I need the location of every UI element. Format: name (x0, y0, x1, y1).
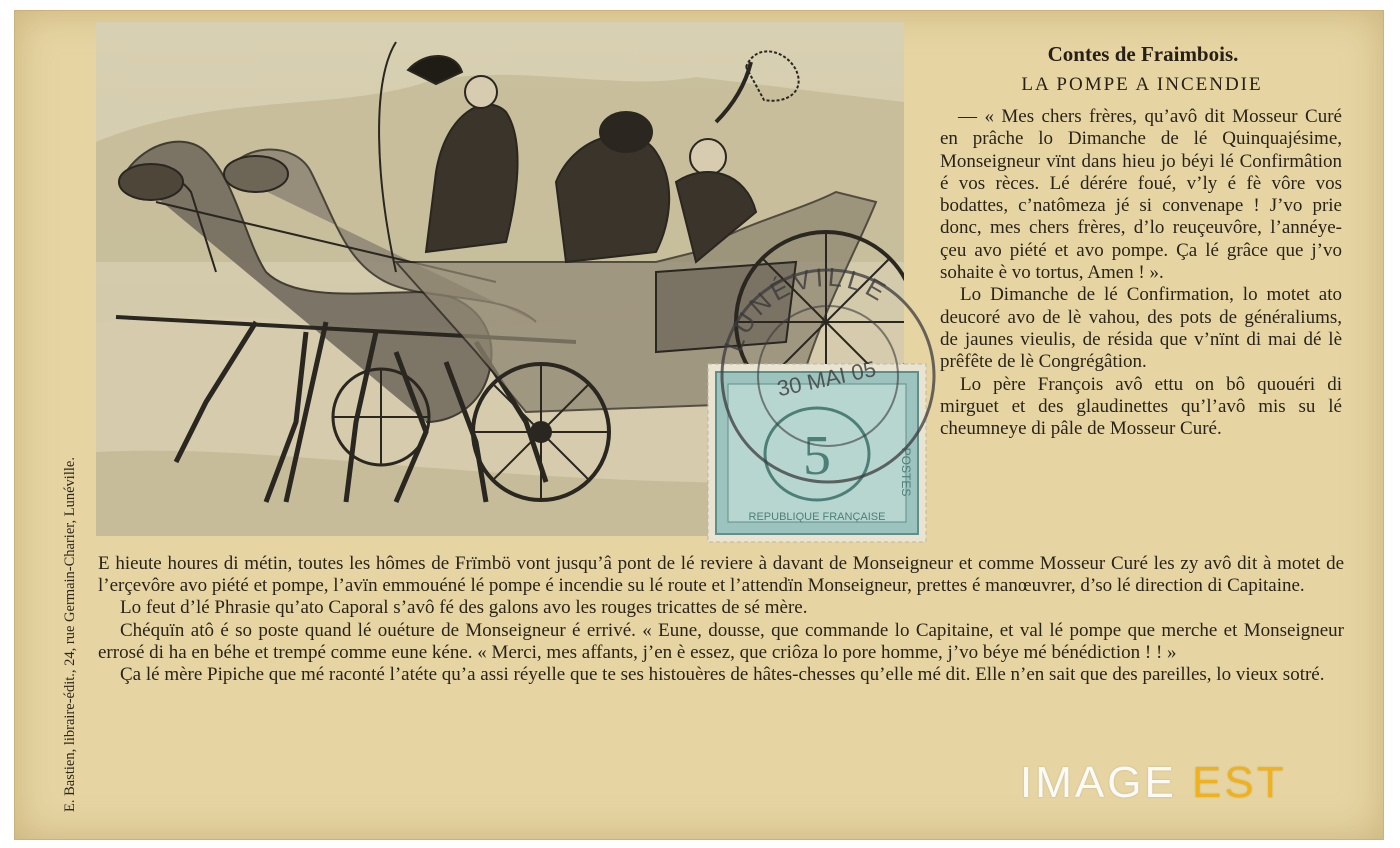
column-paragraph-2: Lo Dimanche de lé Confirmation, lo motet ato deucoré avo de lè vahou, des pots de généraliums, de jaunes vieulis, de résida que v’nïnt di mai dé lè prêfête de lè Congrégâtion. (940, 284, 1342, 373)
column-text (940, 106, 1342, 440)
watermark-word-1: IMAGE (1020, 758, 1177, 807)
column-paragraph-3: Lo père François avô ettu on bô quouéri di mirguet et des glaudinettes qu’l’avô mis su lé cheumneye di pâle de Mosseur Curé. (940, 373, 1342, 440)
publisher-imprint: E. Bastien, libraire-édit., 24, rue Germain-Charier, Lunéville. (62, 457, 78, 812)
postmark-graphic (708, 256, 948, 496)
postmark-town: LUNÉVILLE (717, 261, 895, 356)
image-est-watermark (1020, 758, 1287, 808)
story-subtitle: LA POMPE A INCENDIE (1021, 74, 1263, 95)
wide-paragraph-2: Lo feut d’lé Phrasie qu’ato Caporal s’avô fé des galons avo les rouges tricattes de sé mère. (120, 597, 808, 619)
story-title: Contes de Fraimbois. (1047, 42, 1239, 66)
postmark-date: 30 MAI 05 (774, 356, 879, 402)
watermark-word-2: EST (1192, 758, 1287, 807)
wide-paragraph-3: Chéquïn atô é so poste quand lé ouéture de Monseigneur é errivé. « Eune, dousse, que commande lo Capitaine, et val lé pompe que merche et Monseigneur errosé di ha en béhe et trempé comme eune kéne. « Merci, mes affants, j’en è essez, que criôza lo pore homme, j’vo béye mé bénédiction ! ! » (98, 619, 1344, 663)
wide-paragraph-1: E hieute houres di métin, toutes les hômes de Frïmbö vont jusqu’â pont de lé reviere à davant de Monseigneur et comme Mosseur Curé les zy avô dit à motet de l’erçevôre avo piété et pompe, l’avïn emmouéné lé pompe é incendie su lé route et l’attendïn Monseigneur, prettes é manœuvrer, d’so lé direction di Capitaine. (98, 553, 1344, 597)
postmark (708, 256, 948, 496)
wide-text (98, 553, 1344, 686)
stamp-country: REPUBLIQUE FRANÇAISE (748, 511, 886, 523)
stamp-label: POSTES (899, 447, 913, 497)
stamp-value: 5 (803, 425, 831, 487)
column-paragraph-1: — « Mes chers frères, qu’avô dit Mosseur Curé en prâche lo Dimanche de lé Quinquajésime, Monseigneur vïnt dans hieu jo béyi lé Confirmâtion é vos rèces. Lé dérére foué, v’ly é fè vôre vos bodattes, c’natômeza jé si convenape ! J’vo prie donc, mes chers frères, d’lo reuçeuvôre, l’annéye-çeu avo piété et avo pompe. Ça lé grâce que j’vo sohaite è vo tortus, Amen ! ». (940, 106, 1342, 284)
wide-paragraph-4: Ça lé mère Pipiche que mé raconté l’atéte qu’a assi réyelle que te ses histouères de hâtes-chesses qu’elle mé dit. Elle n’en sait que des pareilles, lo vieux sotré. (120, 664, 1325, 686)
